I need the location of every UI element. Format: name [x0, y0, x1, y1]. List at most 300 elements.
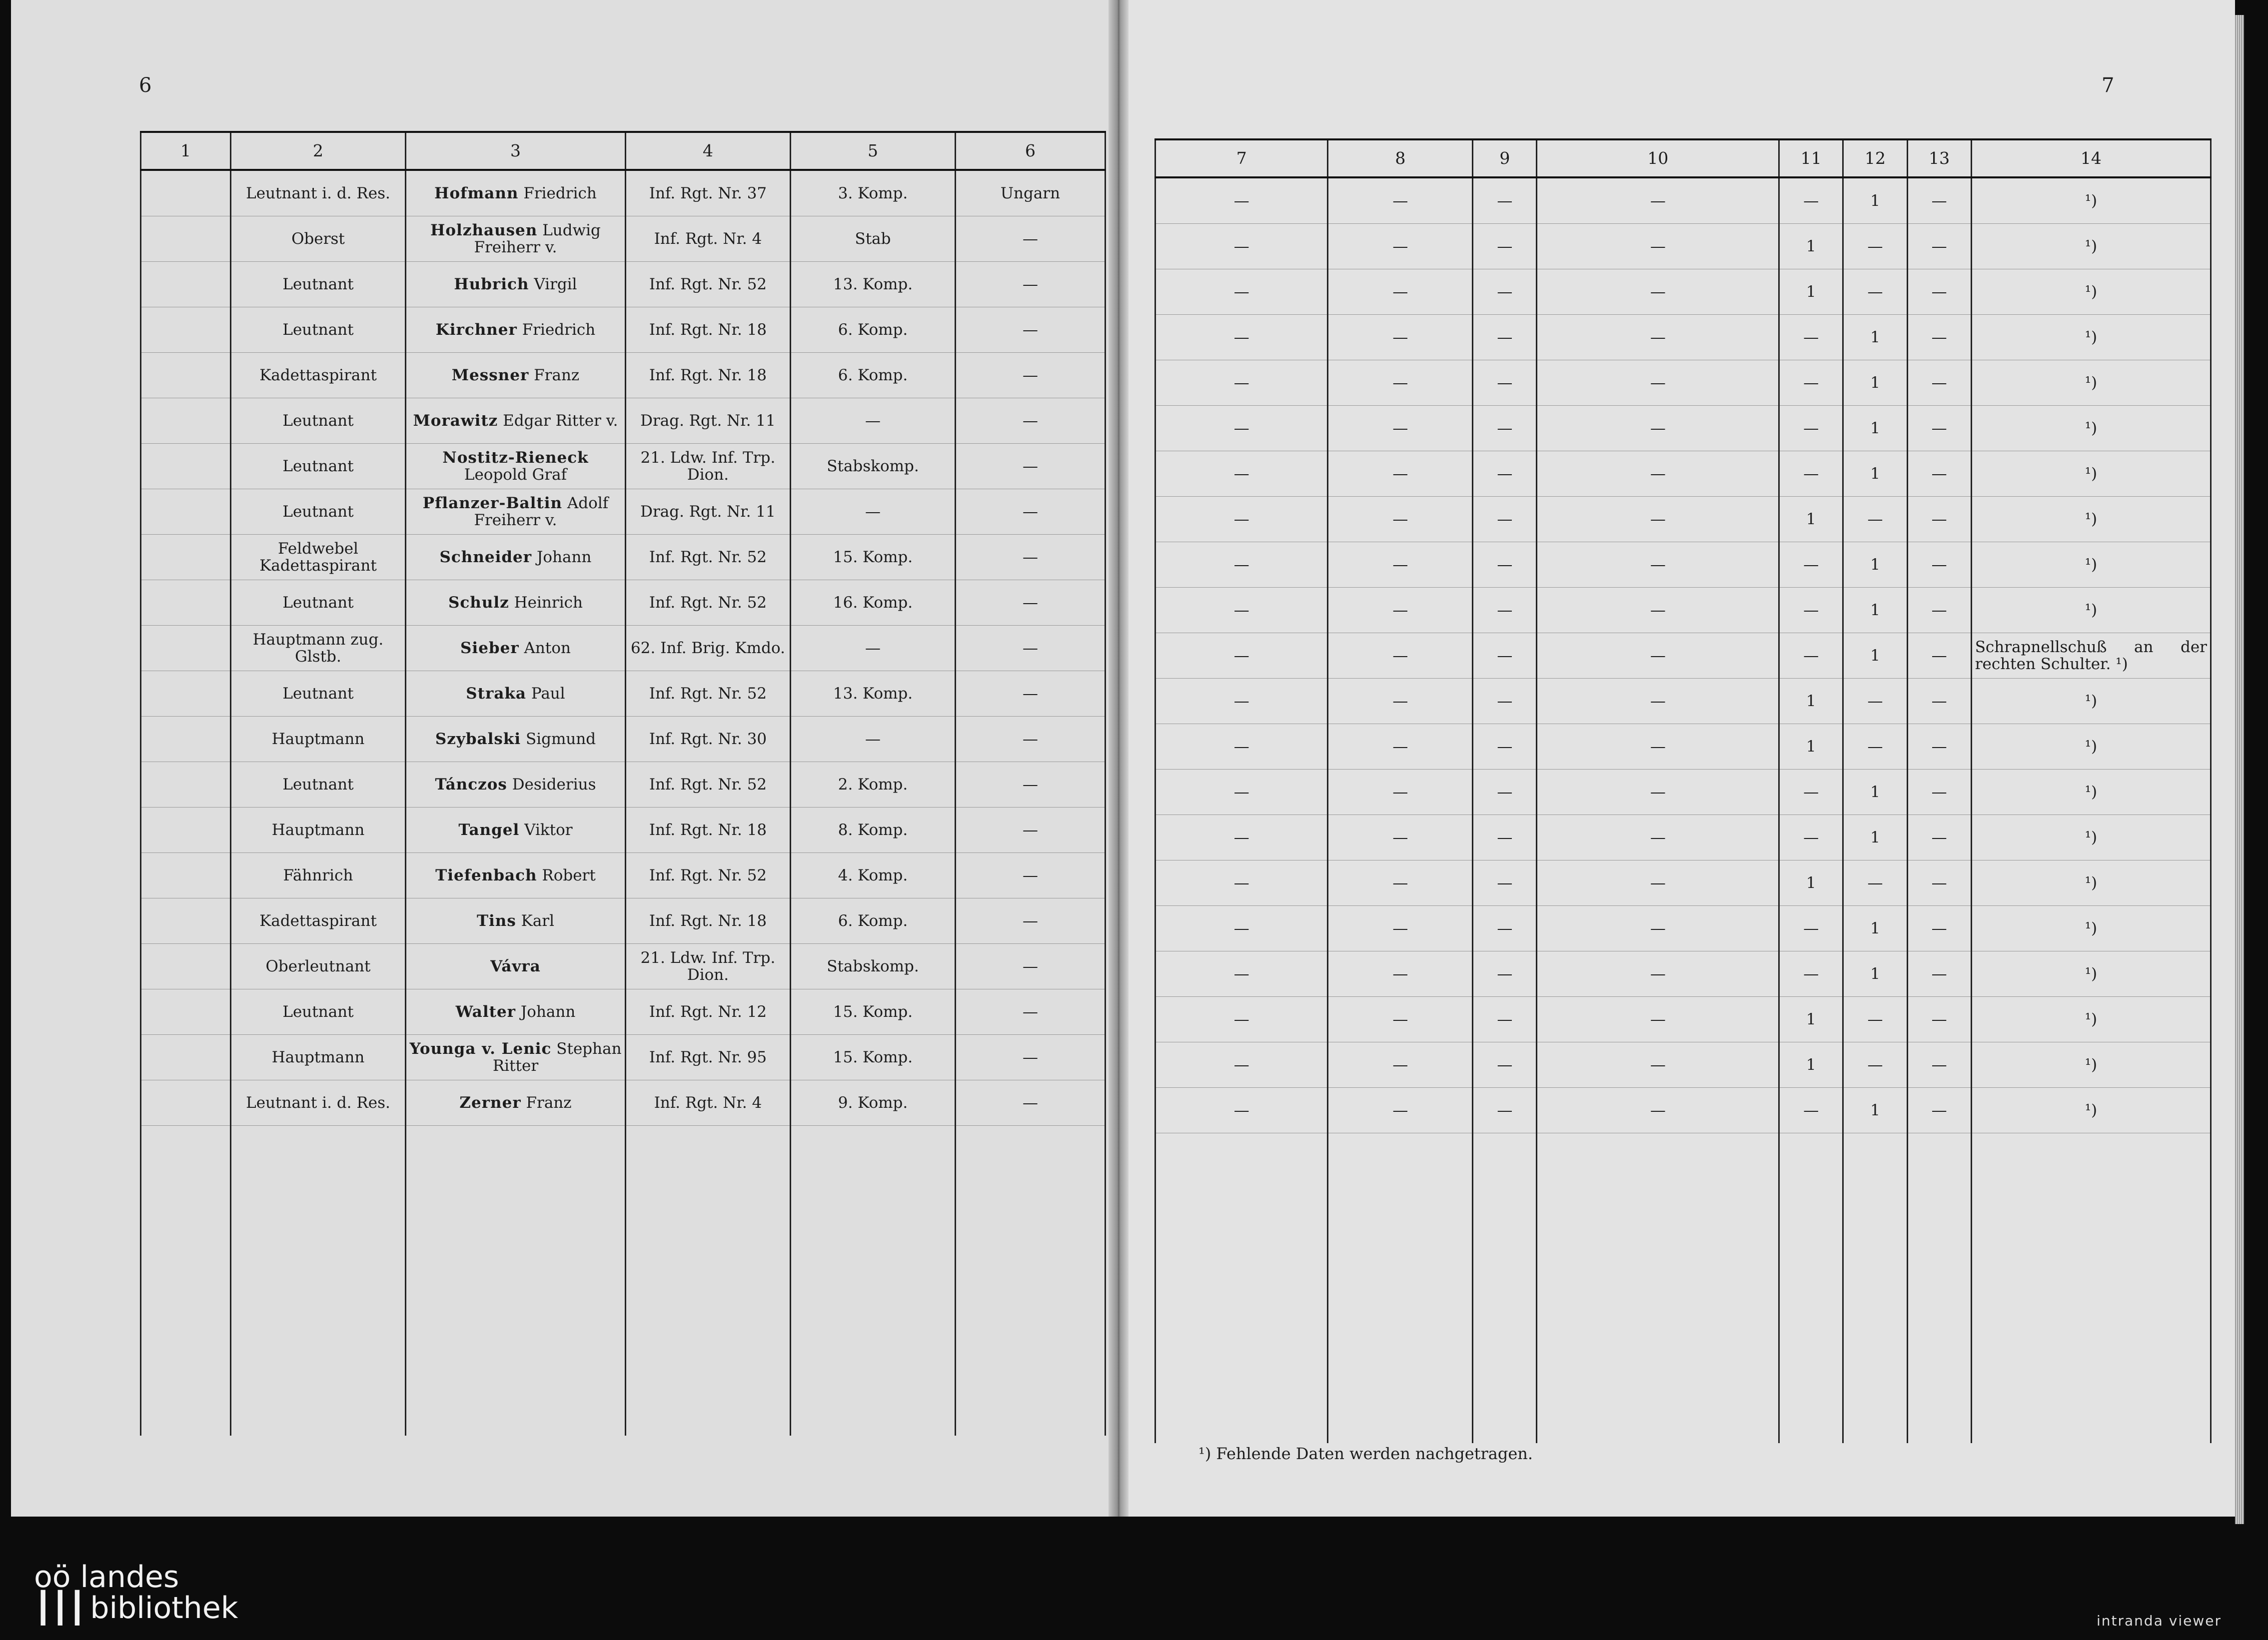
cell-unit: Inf. Rgt. Nr. 52 — [626, 762, 791, 808]
cell-c13: — — [1907, 451, 1971, 497]
table-row — [141, 989, 1106, 1035]
cell-c12: — — [1843, 1042, 1907, 1088]
surname: Walter — [455, 1003, 516, 1021]
cell-c10: — — [1537, 588, 1779, 633]
surname: Szybalski — [435, 730, 521, 748]
cell-name — [406, 580, 626, 626]
cell-c8: — — [1328, 497, 1473, 542]
cell-c7: — — [1155, 451, 1328, 497]
cell-subunit: 8. Komp. — [791, 808, 956, 853]
cell-c11: 1 — [1779, 1042, 1843, 1088]
cell-subunit: — — [791, 398, 956, 444]
cell-c12: — — [1843, 724, 1907, 770]
table-row — [141, 853, 1106, 898]
cell-name — [406, 898, 626, 944]
library-logo[interactable] — [34, 1562, 238, 1624]
cell-rank: Leutnant — [231, 671, 406, 717]
table-row — [141, 170, 1106, 216]
table-row — [1155, 906, 2211, 951]
table-row — [1155, 860, 2211, 906]
cell-c14: ¹) — [1971, 679, 2211, 724]
cell-c7: — — [1155, 360, 1328, 406]
page-number-left: 6 — [139, 74, 152, 97]
column-header: 11 — [1779, 139, 1843, 177]
given-name: Karl — [521, 912, 555, 930]
cell-unit: Inf. Rgt. Nr. 95 — [626, 1035, 791, 1080]
cell-c10: — — [1537, 315, 1779, 360]
cell-subunit: Stabskomp. — [791, 944, 956, 989]
cell-c14: ¹) — [1971, 860, 2211, 906]
cell-col1 — [141, 898, 231, 944]
cell-c9: — — [1473, 1042, 1537, 1088]
cell-c12: 1 — [1843, 315, 1907, 360]
cell-col1 — [141, 808, 231, 853]
cell-col1 — [141, 671, 231, 717]
table-row — [141, 717, 1106, 762]
table-row — [1155, 542, 2211, 588]
table-row — [141, 535, 1106, 580]
cell-c12: 1 — [1843, 542, 1907, 588]
cell-col6: Ungarn — [956, 170, 1106, 216]
given-name: Franz — [526, 1094, 572, 1112]
given-name: Stephan Ritter — [492, 1040, 622, 1075]
cell-c14: ¹) — [1971, 269, 2211, 315]
cell-c10: — — [1537, 679, 1779, 724]
cell-name — [406, 944, 626, 989]
cell-c12: 1 — [1843, 633, 1907, 679]
given-name: Friedrich — [523, 184, 597, 202]
cell-unit: Drag. Rgt. Nr. 11 — [626, 489, 791, 535]
cell-c8: — — [1328, 1088, 1473, 1133]
cell-col1 — [141, 307, 231, 353]
cell-rank: Leutnant — [231, 580, 406, 626]
cell-col6: — — [956, 535, 1106, 580]
cell-unit: Inf. Rgt. Nr. 52 — [626, 535, 791, 580]
surname: Sieber — [460, 639, 519, 657]
cell-unit: Inf. Rgt. Nr. 52 — [626, 580, 791, 626]
cell-name — [406, 989, 626, 1035]
cell-c12: 1 — [1843, 815, 1907, 860]
cell-c12: — — [1843, 679, 1907, 724]
cell-unit: Inf. Rgt. Nr. 52 — [626, 853, 791, 898]
page-number-right: 7 — [2102, 74, 2115, 97]
cell-unit: Inf. Rgt. Nr. 4 — [626, 216, 791, 262]
cell-c14: ¹) — [1971, 724, 2211, 770]
cell-col1 — [141, 444, 231, 489]
cell-c10: — — [1537, 633, 1779, 679]
cell-c12: 1 — [1843, 406, 1907, 451]
given-name: Robert — [542, 866, 596, 884]
table-row — [141, 398, 1106, 444]
cell-col1 — [141, 489, 231, 535]
cell-col6: — — [956, 762, 1106, 808]
table-row — [1155, 679, 2211, 724]
empty-cell — [956, 1126, 1106, 1436]
cell-c8: — — [1328, 770, 1473, 815]
cell-name — [406, 216, 626, 262]
cell-unit: Inf. Rgt. Nr. 52 — [626, 262, 791, 307]
cell-unit: 62. Inf. Brig. Kmdo. — [626, 626, 791, 671]
table-row — [1155, 497, 2211, 542]
cell-rank: Leutnant — [231, 762, 406, 808]
table-row — [141, 1035, 1106, 1080]
cell-subunit: — — [791, 489, 956, 535]
column-header: 7 — [1155, 139, 1328, 177]
cell-c10: — — [1537, 269, 1779, 315]
surname: Tiefenbach — [435, 866, 537, 884]
cell-c9: — — [1473, 633, 1537, 679]
cell-c13: — — [1907, 860, 1971, 906]
column-header: 3 — [406, 132, 626, 170]
cell-unit: Inf. Rgt. Nr. 18 — [626, 898, 791, 944]
cell-c14: ¹) — [1971, 177, 2211, 224]
cell-rank: Oberleutnant — [231, 944, 406, 989]
cell-c11: — — [1779, 360, 1843, 406]
column-header: 6 — [956, 132, 1106, 170]
column-header: 8 — [1328, 139, 1473, 177]
cell-c14: ¹) — [1971, 1042, 2211, 1088]
given-name: Heinrich — [514, 594, 583, 612]
cell-c10: — — [1537, 177, 1779, 224]
surname: Nostitz-Rieneck — [442, 449, 589, 467]
cell-c13: — — [1907, 588, 1971, 633]
cell-c8: — — [1328, 633, 1473, 679]
cell-name — [406, 444, 626, 489]
cell-col6: — — [956, 444, 1106, 489]
cell-unit: 21. Ldw. Inf. Trp. Dion. — [626, 444, 791, 489]
column-header: 12 — [1843, 139, 1907, 177]
cell-c10: — — [1537, 406, 1779, 451]
column-header: 1 — [141, 132, 231, 170]
cell-c7: — — [1155, 951, 1328, 997]
cell-c13: — — [1907, 406, 1971, 451]
cell-subunit: 4. Komp. — [791, 853, 956, 898]
table-row — [1155, 224, 2211, 269]
cell-subunit: 15. Komp. — [791, 1035, 956, 1080]
cell-c8: — — [1328, 951, 1473, 997]
cell-name — [406, 489, 626, 535]
cell-c13: — — [1907, 679, 1971, 724]
given-name: Paul — [531, 685, 565, 703]
cell-subunit: 6. Komp. — [791, 307, 956, 353]
cell-c12: 1 — [1843, 906, 1907, 951]
cell-c14: ¹) — [1971, 906, 2211, 951]
surname: Hubrich — [454, 275, 529, 293]
cell-c7: — — [1155, 588, 1328, 633]
cell-name — [406, 535, 626, 580]
cell-col1 — [141, 353, 231, 398]
given-name: Virgil — [534, 275, 577, 293]
empty-cell — [1328, 1133, 1473, 1444]
cell-col6: — — [956, 353, 1106, 398]
cell-c7: — — [1155, 906, 1328, 951]
cell-c11: 1 — [1779, 269, 1843, 315]
cell-rank: Leutnant — [231, 262, 406, 307]
cell-name — [406, 717, 626, 762]
cell-c11: 1 — [1779, 497, 1843, 542]
column-header: 2 — [231, 132, 406, 170]
cell-c10: — — [1537, 1042, 1779, 1088]
cell-c11: — — [1779, 951, 1843, 997]
given-name: Leopold Graf — [464, 466, 567, 484]
surname: Kirchner — [435, 321, 517, 339]
cell-c11: — — [1779, 315, 1843, 360]
empty-cell — [1155, 1133, 1328, 1444]
cell-subunit: 16. Komp. — [791, 580, 956, 626]
surname: Tins — [476, 912, 516, 930]
casualty-table-left — [140, 131, 1106, 1436]
cell-c14: ¹) — [1971, 406, 2211, 451]
table-row — [1155, 724, 2211, 770]
surname: Tánczos — [435, 776, 507, 794]
cell-c11: 1 — [1779, 224, 1843, 269]
cell-col1 — [141, 717, 231, 762]
cell-c10: — — [1537, 860, 1779, 906]
cell-rank: Hauptmann — [231, 717, 406, 762]
cell-c13: — — [1907, 770, 1971, 815]
cell-c8: — — [1328, 588, 1473, 633]
page-edges — [2235, 15, 2244, 1524]
cell-col1 — [141, 398, 231, 444]
cell-name — [406, 626, 626, 671]
cell-col1 — [141, 989, 231, 1035]
table-row — [141, 489, 1106, 535]
cell-c7: — — [1155, 224, 1328, 269]
cell-rank: Leutnant — [231, 307, 406, 353]
cell-c14: ¹) — [1971, 360, 2211, 406]
cell-c13: — — [1907, 360, 1971, 406]
table-row — [1155, 1042, 2211, 1088]
given-name: Desiderius — [512, 776, 596, 794]
cell-name — [406, 762, 626, 808]
cell-c11: — — [1779, 906, 1843, 951]
table-row — [141, 944, 1106, 989]
cell-rank: Oberst — [231, 216, 406, 262]
cell-c11: — — [1779, 177, 1843, 224]
cell-c8: — — [1328, 860, 1473, 906]
cell-c11: — — [1779, 542, 1843, 588]
table-row — [1155, 1088, 2211, 1133]
cell-c9: — — [1473, 770, 1537, 815]
logo-line-2-text: bibliothek — [90, 1591, 238, 1626]
cell-rank: Leutnant — [231, 989, 406, 1035]
table-row — [141, 444, 1106, 489]
cell-c11: — — [1779, 1088, 1843, 1133]
cell-c10: — — [1537, 906, 1779, 951]
surname: Zerner — [459, 1094, 521, 1112]
cell-c10: — — [1537, 451, 1779, 497]
footnote: ¹) Fehlende Daten werden nachgetragen. — [1198, 1444, 1533, 1463]
surname: Straka — [466, 685, 526, 703]
cell-c11: 1 — [1779, 679, 1843, 724]
left-table-body — [141, 170, 1106, 1436]
cell-c8: — — [1328, 679, 1473, 724]
cell-unit: Inf. Rgt. Nr. 18 — [626, 808, 791, 853]
cell-subunit: 3. Komp. — [791, 170, 956, 216]
cell-col6: — — [956, 989, 1106, 1035]
cell-c7: — — [1155, 770, 1328, 815]
empty-cell — [141, 1126, 231, 1436]
cell-col6: — — [956, 489, 1106, 535]
cell-c9: — — [1473, 451, 1537, 497]
viewer-brand[interactable]: intranda viewer — [2097, 1613, 2222, 1629]
table-row — [141, 626, 1106, 671]
cell-name — [406, 353, 626, 398]
cell-c14: ¹) — [1971, 951, 2211, 997]
cell-name — [406, 1035, 626, 1080]
cell-subunit: 6. Komp. — [791, 898, 956, 944]
cell-c7: — — [1155, 1088, 1328, 1133]
cell-c11: 1 — [1779, 860, 1843, 906]
cell-c7: — — [1155, 860, 1328, 906]
cell-rank: Hauptmann — [231, 1035, 406, 1080]
cell-c12: 1 — [1843, 770, 1907, 815]
cell-rank: Kadettaspirant — [231, 353, 406, 398]
cell-c14: ¹) — [1971, 497, 2211, 542]
cell-c10: — — [1537, 770, 1779, 815]
cell-c14: ¹) — [1971, 770, 2211, 815]
cell-col1 — [141, 944, 231, 989]
cell-c9: — — [1473, 860, 1537, 906]
cell-c7: — — [1155, 177, 1328, 224]
cell-c8: — — [1328, 1042, 1473, 1088]
cell-rank: Leutnant — [231, 489, 406, 535]
cell-c9: — — [1473, 315, 1537, 360]
cell-c14: Schrapnellschuß an der rechten Schulter. ¹) — [1971, 633, 2211, 679]
table-row — [1155, 315, 2211, 360]
given-name: Adolf Freiherr v. — [474, 494, 609, 529]
cell-c12: — — [1843, 224, 1907, 269]
cell-col1 — [141, 1080, 231, 1126]
empty-cell — [1473, 1133, 1537, 1444]
table-row — [1155, 997, 2211, 1042]
column-header: 14 — [1971, 139, 2211, 177]
cell-c14: ¹) — [1971, 542, 2211, 588]
cell-subunit: 13. Komp. — [791, 671, 956, 717]
given-name: Friedrich — [522, 321, 596, 339]
surname: Holzhausen — [430, 221, 538, 239]
cell-c11: 1 — [1779, 724, 1843, 770]
cell-c12: 1 — [1843, 360, 1907, 406]
cell-c13: — — [1907, 997, 1971, 1042]
right-table-body — [1155, 177, 2211, 1443]
cell-c13: — — [1907, 497, 1971, 542]
cell-c8: — — [1328, 542, 1473, 588]
cell-unit: Inf. Rgt. Nr. 4 — [626, 1080, 791, 1126]
logo-line-2 — [34, 1593, 238, 1624]
cell-c14: ¹) — [1971, 451, 2211, 497]
cell-c11: — — [1779, 588, 1843, 633]
given-name: Johann — [520, 1003, 576, 1021]
empty-cell — [406, 1126, 626, 1436]
cell-c8: — — [1328, 224, 1473, 269]
cell-col1 — [141, 626, 231, 671]
cell-col6: — — [956, 898, 1106, 944]
cell-c13: — — [1907, 177, 1971, 224]
cell-c11: — — [1779, 633, 1843, 679]
given-name: Franz — [534, 366, 580, 384]
cell-c14: ¹) — [1971, 997, 2211, 1042]
empty-cell — [1779, 1133, 1843, 1444]
table-row — [141, 307, 1106, 353]
cell-col1 — [141, 1035, 231, 1080]
cell-col1 — [141, 762, 231, 808]
cell-c8: — — [1328, 177, 1473, 224]
header-row — [141, 132, 1106, 170]
cell-c9: — — [1473, 724, 1537, 770]
cell-c7: — — [1155, 542, 1328, 588]
cell-c9: — — [1473, 406, 1537, 451]
table-row — [1155, 177, 2211, 224]
cell-c8: — — [1328, 815, 1473, 860]
cell-c9: — — [1473, 269, 1537, 315]
cell-c7: — — [1155, 269, 1328, 315]
surname: Pflanzer-Baltin — [422, 494, 563, 512]
table-row — [1155, 951, 2211, 997]
cell-unit: Inf. Rgt. Nr. 18 — [626, 353, 791, 398]
cell-c13: — — [1907, 906, 1971, 951]
cell-col6: — — [956, 307, 1106, 353]
empty-cell — [231, 1126, 406, 1436]
surname: Hofmann — [434, 184, 519, 202]
cell-c9: — — [1473, 815, 1537, 860]
cell-col6: — — [956, 717, 1106, 762]
table-row — [141, 216, 1106, 262]
cell-c11: — — [1779, 451, 1843, 497]
cell-c13: — — [1907, 1042, 1971, 1088]
table-row — [141, 580, 1106, 626]
cell-col6: — — [956, 853, 1106, 898]
table-row — [141, 1080, 1106, 1126]
cell-c8: — — [1328, 315, 1473, 360]
empty-cell — [1971, 1133, 2211, 1444]
table-row — [141, 898, 1106, 944]
table-row — [1155, 406, 2211, 451]
casualty-table-right — [1154, 138, 2212, 1443]
given-name: Anton — [524, 639, 571, 657]
cell-c9: — — [1473, 360, 1537, 406]
cell-subunit: 13. Komp. — [791, 262, 956, 307]
cell-c8: — — [1328, 360, 1473, 406]
given-name: Viktor — [524, 821, 573, 839]
table-row — [1155, 815, 2211, 860]
cell-c14: ¹) — [1971, 315, 2211, 360]
cell-unit: 21. Ldw. Inf. Trp. Dion. — [626, 944, 791, 989]
column-header: 9 — [1473, 139, 1537, 177]
cell-subunit: 15. Komp. — [791, 989, 956, 1035]
cell-col6: — — [956, 580, 1106, 626]
cell-col6: — — [956, 944, 1106, 989]
cell-col1 — [141, 853, 231, 898]
book-spine — [1109, 0, 1129, 1517]
surname: Schulz — [448, 594, 509, 612]
logo-line-1: oö landes — [34, 1560, 179, 1595]
cell-c12: — — [1843, 860, 1907, 906]
cell-col1 — [141, 216, 231, 262]
cell-col6: — — [956, 262, 1106, 307]
cell-name — [406, 170, 626, 216]
cell-c12: 1 — [1843, 1088, 1907, 1133]
cell-c10: — — [1537, 1088, 1779, 1133]
table-row — [141, 353, 1106, 398]
cell-c13: — — [1907, 633, 1971, 679]
cell-rank: Leutnant i. d. Res. — [231, 1080, 406, 1126]
cell-subunit: — — [791, 717, 956, 762]
cell-subunit: — — [791, 626, 956, 671]
cell-c8: — — [1328, 724, 1473, 770]
empty-cell — [1907, 1133, 1971, 1444]
given-name: Sigmund — [525, 730, 596, 748]
